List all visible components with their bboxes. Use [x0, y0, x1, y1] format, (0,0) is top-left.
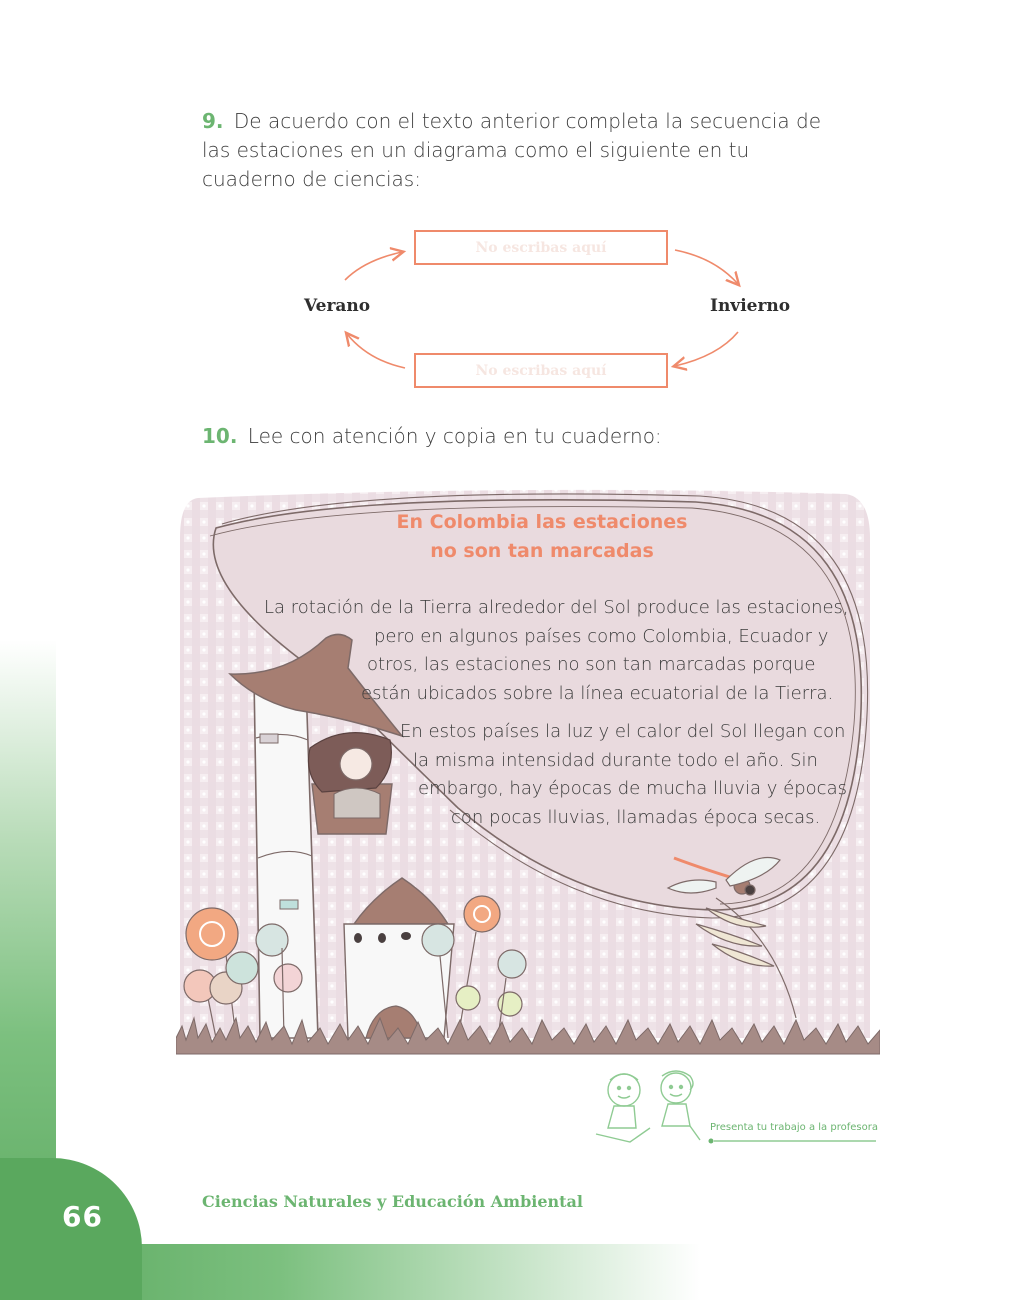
- reading-card: [176, 478, 880, 1058]
- seasons-diagram: [290, 220, 810, 400]
- reading-paragraph-1: [264, 594, 849, 708]
- question-9-number: 9.: [202, 109, 224, 133]
- paragraph-1-line: pero en algunos países como Colombia, Ecuador y: [374, 625, 829, 647]
- arrow-top-left: [345, 252, 402, 280]
- reading-paragraph-2: [396, 718, 846, 832]
- question-10: [202, 422, 842, 451]
- question-9-text: De acuerdo con el texto anterior completa la secuencia de las estaciones en un diagrama como el siguiente en tu cuaderno de ciencias:: [202, 109, 821, 191]
- page-number: 66: [62, 1200, 103, 1233]
- present-work-underline: [708, 1138, 878, 1144]
- paragraph-2-line: embargo, hay épocas de mucha lluvia y épocas: [418, 778, 847, 799]
- label-invierno: Invierno: [710, 296, 791, 316]
- question-10-number: 10.: [202, 424, 238, 448]
- paragraph-1-line: La rotación de la Tierra alrededor del Sol produce las estaciones,: [264, 597, 849, 618]
- season-box-top: No escribas aquí: [414, 230, 668, 265]
- arrow-bottom-left: [347, 334, 405, 368]
- question-10-text: Lee con atención y copia en tu cuaderno:: [247, 424, 662, 448]
- label-verano: Verano: [304, 296, 371, 316]
- present-work-text: Presenta tu trabajo a la profesora: [710, 1122, 878, 1133]
- paragraph-2-line: la misma intensidad durante todo el año. Sin: [413, 749, 818, 771]
- footer-subject: Ciencias Naturales y Educación Ambiental: [202, 1192, 583, 1211]
- arrow-bottom-right: [675, 332, 738, 366]
- arrow-top-right: [675, 250, 738, 284]
- reading-title-line-2: no son tan marcadas: [430, 540, 654, 562]
- present-work-note: [590, 1068, 890, 1150]
- paragraph-1-line: otros, las estaciones no son tan marcadas porque: [367, 654, 816, 675]
- reading-title: [362, 508, 722, 566]
- paragraph-2-line: En estos países la luz y el calor del Sol llegan con: [400, 721, 846, 742]
- question-9: [202, 107, 842, 194]
- reading-title-line-1: En Colombia las estaciones: [396, 511, 688, 533]
- paragraph-2-line: con pocas lluvias, llamadas época secas.: [451, 806, 821, 828]
- kids-drawing-icon: [590, 1068, 710, 1150]
- season-box-bottom: No escribas aquí: [414, 353, 668, 388]
- paragraph-1-line: están ubicados sobre la línea ecuatorial de la Tierra.: [361, 682, 834, 704]
